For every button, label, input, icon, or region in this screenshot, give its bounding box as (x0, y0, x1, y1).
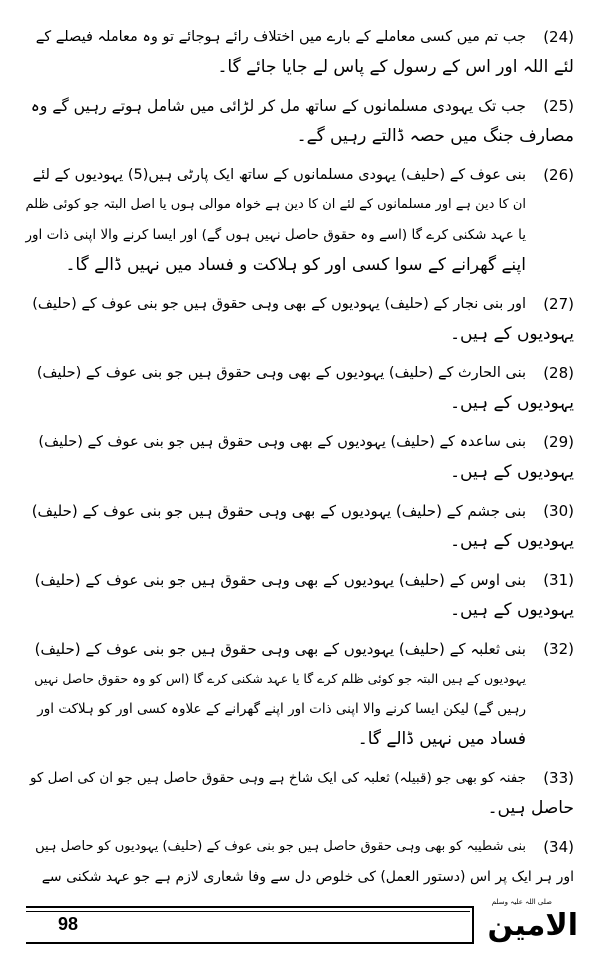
clause-line: ان کا دین ہے اور مسلمانوں کے لئے ان کا دین ہے خواہ موالی ہوں یا اصل البتہ جو کوئی ظلم (25, 197, 526, 212)
clause-line: اور ہر ایک پر اس (دستور العمل) کی خلوص دل سے وفا شعاری لازم ہے جو عہد شکنی سے (41, 869, 574, 885)
clause-line: یہودیوں کے ہیں۔ (450, 462, 574, 482)
clause-number: (24) (543, 28, 574, 46)
clause-line: حاصل ہیں۔ (487, 798, 574, 818)
clause-number: (32) (543, 640, 574, 658)
clause-line: فساد میں نہیں ڈالے گا۔ (357, 729, 526, 749)
clause-line: یہودیوں کے ہیں البتہ جو کوئی ظلم کرے گا یا عہد شکنی کرے گا (اس کو وہ حقوق حاصل نہیں (34, 671, 526, 686)
clause-line: بنی الحارث کے (حلیف) یہودیوں کے بھی وہی حقوق ہیں جو بنی عوف کے (حلیف) (36, 365, 526, 381)
clause-line: لئے اللہ اور اس کے رسول کے پاس لے جایا جائے گا۔ (217, 57, 574, 77)
clause-number: (33) (543, 769, 574, 787)
clause-line: بنی اوس کے (حلیف) یہودیوں کے بھی وہی حقوق ہیں جو بنی عوف کے (حلیف) (34, 571, 526, 589)
clause-line: بنی جشم کے (حلیف) یہودیوں کے بھی وہی حقوق ہیں جو بنی عوف کے (حلیف) (31, 502, 526, 520)
clause-line: جفنہ کو بھی جو (قبیلہ) ثعلبہ کی ایک شاخ ہے وہی حقوق حاصل ہیں جو ان کی اصل کو (29, 770, 526, 786)
clause-number: (25) (543, 97, 574, 115)
clause-number: (28) (543, 364, 574, 382)
clause-line: بنی عوف کے (حلیف) یہودی مسلمانوں کے ساتھ ایک پارٹی ہیں(5) یہودیوں کے لئے (32, 167, 526, 183)
clause-line: جب تک یہودی مسلمانوں کے ساتھ مل کر لڑائی میں شامل ہوتے رہیں گے وہ (30, 97, 526, 115)
clause-line: بنی ثعلبہ کے (حلیف) یہودیوں کے بھی وہی حقوق ہیں جو بنی عوف کے (حلیف) (34, 640, 526, 658)
clause-number: (31) (543, 571, 574, 589)
clause-line: اور بنی نجار کے (حلیف) یہودیوں کے بھی وہی حقوق ہیں جو بنی عوف کے (حلیف) (32, 296, 526, 312)
page-number: 98 (58, 914, 79, 934)
clause-line: یہودیوں کے ہیں۔ (450, 393, 574, 413)
clause-line: یا عہد شکنی کرے گا (اسے وہ حقوق حاصل نہیں ہوں گے) اور ایسا کرنے والا اپنی ذات اور (25, 227, 526, 243)
clause-line: بنی شطیبہ کو بھی وہی حقوق حاصل ہیں جو بنی عوف کے (حلیف) یہودیوں کو حاصل ہیں (35, 839, 526, 854)
clause-line: اپنے گھرانے کے سوا کسی اور کو ہلاکت و فساد میں نہیں ڈالے گا۔ (65, 255, 526, 275)
clause-line: جب تم میں کسی معاملے کے بارے میں اختلاف رائے ہوجائے تو وہ معاملہ فیصلے کے (35, 29, 526, 45)
clause-number: (34) (543, 838, 574, 856)
clause-line: رہیں گے) لیکن ایسا کرنے والا اپنی ذات اور اپنے گھرانے کے علاوہ کسی اور کو ہلاکت اور (37, 701, 526, 717)
logo-caption: صلی اللہ علیہ وسلم (491, 898, 552, 906)
clause-line: یہودیوں کے ہیں۔ (450, 531, 574, 551)
clause-number: (26) (543, 166, 574, 184)
clause-number: (30) (543, 502, 574, 520)
clause-list (24, 22, 574, 885)
clause-number: (29) (543, 433, 574, 451)
book-logo (472, 898, 582, 950)
clause-line: بنی ساعدہ کے (حلیف) یہودیوں کے بھی وہی حقوق ہیں جو بنی عوف کے (حلیف) (38, 434, 526, 450)
clause-line: یہودیوں کے ہیں۔ (450, 324, 574, 344)
logo-text: الامین (487, 908, 578, 943)
clause-line: مصارف جنگ میں حصہ ڈالتے رہیں گے۔ (296, 126, 574, 146)
footer-rule (26, 911, 470, 912)
clause-number: (27) (543, 295, 574, 313)
clause-line: یہودیوں کے ہیں۔ (450, 600, 574, 620)
